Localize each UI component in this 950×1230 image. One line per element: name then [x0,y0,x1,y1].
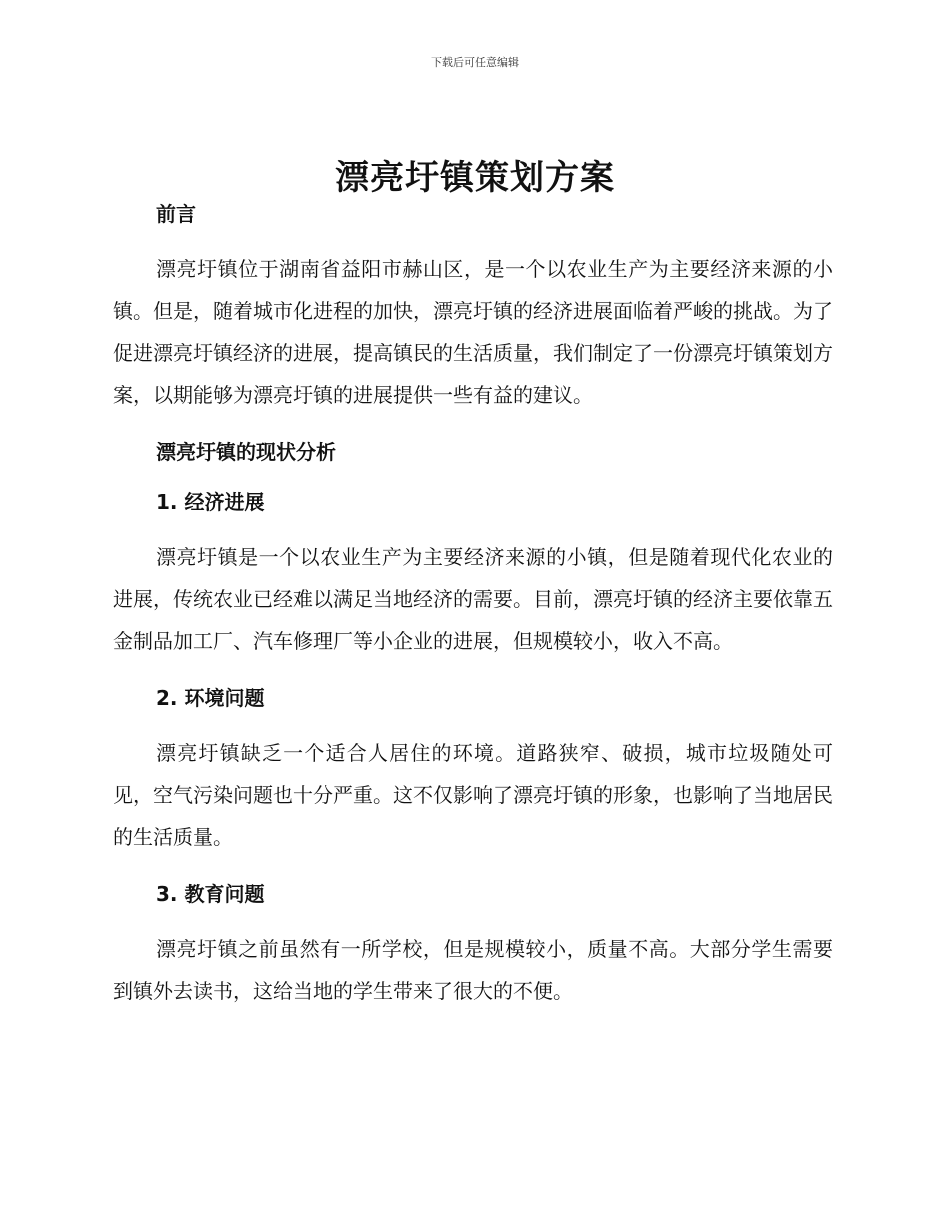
document-title: 漂亮圩镇策划方案 [335,158,615,198]
education-paragraph: 漂亮圩镇之前虽然有一所学校，但是规模较小，质量不高。大部分学生需要到镇外去读书，这给当地的学生带来了很大的不便。 [113,937,833,1003]
preface-heading: 前言 [156,202,196,226]
environment-paragraph: 漂亮圩镇缺乏一个适合人居住的环境。道路狭窄、破损，城市垃圾随处可见，空气污染问题也十分严重。这不仅影响了漂亮圩镇的形象，也影响了当地居民的生活质量。 [113,741,833,849]
education-heading: 3. 教育问题 [156,882,265,906]
status-analysis-heading: 漂亮圩镇的现状分析 [156,440,336,464]
economy-paragraph: 漂亮圩镇是一个以农业生产为主要经济来源的小镇，但是随着现代化农业的进展，传统农业已经难以满足当地经济的需要。目前，漂亮圩镇的经济主要依靠五金制品加工厂、汽车修理厂等小企业的进展，但规模较小，收入不高。 [113,545,833,653]
environment-heading: 2. 环境问题 [156,686,265,710]
header-note: 下载后可任意编辑 [431,56,519,69]
document-body [113,200,833,1012]
economy-heading: 1. 经济进展 [156,490,265,514]
preface-paragraph: 漂亮圩镇位于湖南省益阳市赫山区，是一个以农业生产为主要经济来源的小镇。但是，随着城市化进程的加快，漂亮圩镇的经济进展面临着严峻的挑战。为了促进漂亮圩镇经济的进展，提高镇民的生活质量，我们制定了一份漂亮圩镇策划方案，以期能够为漂亮圩镇的进展提供一些有益的建议。 [113,257,833,407]
